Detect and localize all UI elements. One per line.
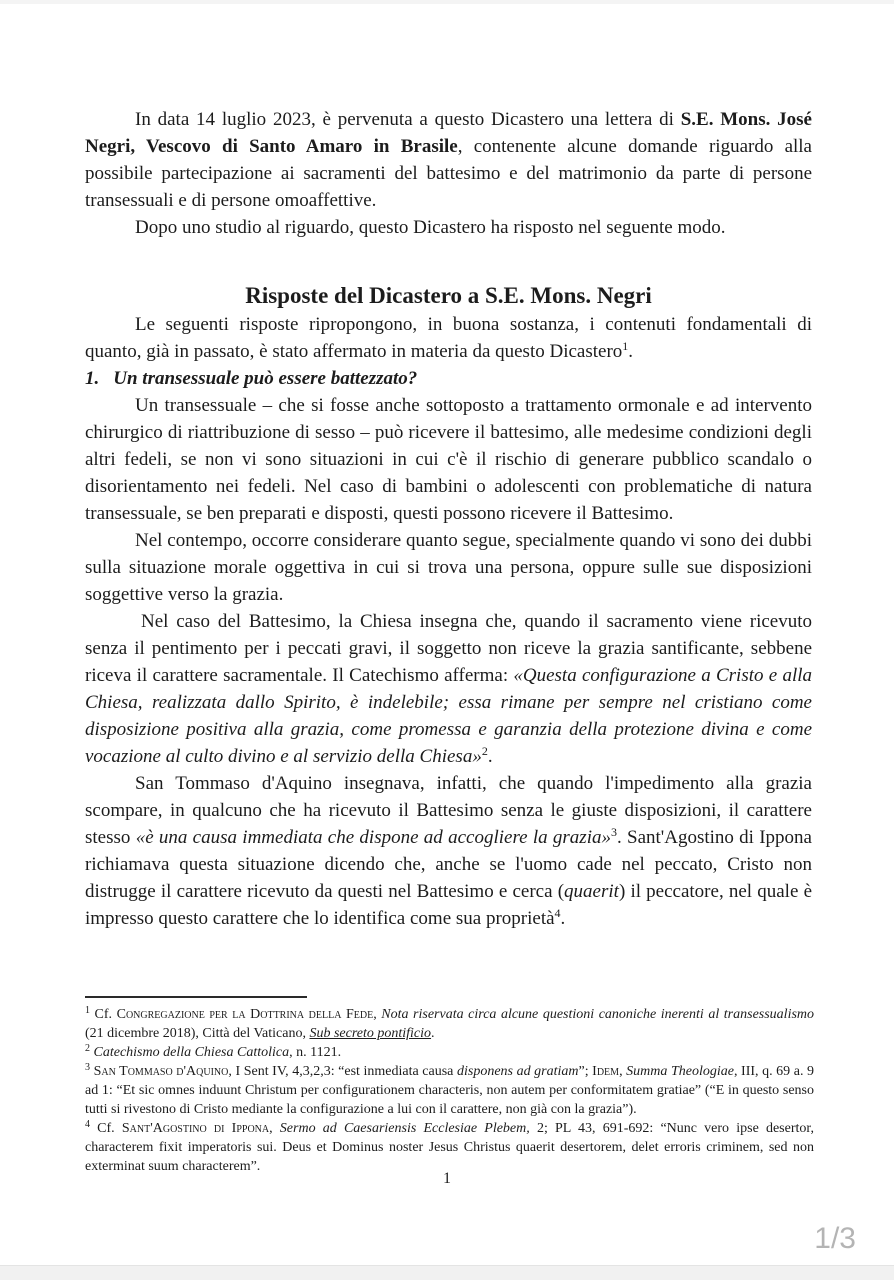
paragraph-premise — [85, 311, 812, 365]
answer-1-paragraph-1: Un transessuale – che si fosse anche sottoposto a trattamento ormonale e ad intervento chirurgico di riattribuzione di sesso – può ricevere il battesimo, alle medesime condizioni degli altri fedeli, se non vi sono situazioni in cui c'è il rischio di generare pubblico scandalo o disorientamento nei fedeli. Nel caso di bambini o adolescenti con problematiche di natura transessuale, se ben preparati e disposti, questi possono ricevere il Battesimo. — [85, 395, 812, 524]
viewer-bottom-bar — [0, 1265, 894, 1280]
answer-1-paragraph-2: Nel contempo, occorre considerare quanto segue, specialmente quando vi sono dei dubbi sulla situazione morale oggettiva in cui si trova una persona, oppure sulle sue disposizioni soggettive verso la grazia. — [85, 530, 812, 605]
a1p4-aquinas-quote: «è una causa immediata che dispone ad accogliere la grazia» — [135, 827, 611, 848]
fn3-disponens: disponens ad gratiam — [456, 1064, 579, 1079]
answer-1-paragraph-3 — [85, 608, 812, 770]
footnote-2-number: 2 — [85, 1043, 90, 1054]
a1p4-text-2: . Sant'Agostino di Ippona richiamava questa situazione dicendo che, anche se l'uomo cade nel peccato, Cristo non distrugge il carattere ricevuto da questi nel Battesimo e cerca ( — [85, 827, 812, 902]
footnote-3-number: 3 — [85, 1062, 90, 1073]
footnote-4 — [85, 1119, 814, 1176]
fn1-nota-title: Nota riservata circa alcune questioni canoniche inerenti al transessualismo — [381, 1007, 815, 1022]
fn2-text: , n. 1121. — [289, 1045, 342, 1060]
fn4-augustine-name: Sant'Agostino di Ippona — [121, 1121, 270, 1136]
fn3-aquinas-name: San Tommaso d'Aquino — [93, 1064, 229, 1079]
a1p4-quaerit: quaerit — [564, 881, 619, 902]
premise-text: Le seguenti risposte ripropongono, in buona sostanza, i contenuti fondamentali di quanto, già in passato, è stato affermato in materia da questo Dicastero — [85, 314, 812, 362]
fn4-sermo-title: Sermo ad Caesariensis Ecclesiae Plebem, — [279, 1121, 530, 1136]
question-1-text: Un transessuale può essere battezzato? — [113, 368, 418, 389]
intro-text-1: In data 14 luglio 2023, è pervenuta a questo Dicastero una lettera di — [135, 109, 681, 130]
footnote-ref-4: 4 — [554, 906, 561, 920]
answer-1-paragraph-4 — [85, 770, 812, 932]
footnote-4-number: 4 — [85, 1119, 90, 1130]
fn1-text-1: Cf. — [90, 1007, 117, 1022]
fn1-sub-secreto: Sub secreto pontificio — [309, 1026, 432, 1041]
intro-bold-name: S.E. Mons. José Negri, Vescovo di Santo Amaro in Brasile — [85, 109, 812, 157]
a1p3-period: . — [487, 746, 493, 767]
intro-text-2: , contenente alcune domande riguardo alla possibile partecipazione ai sacramenti del battesimo e del matrimonio da parte di persone transessuali e di persone omoaffettive. — [85, 136, 812, 211]
footnote-1-number: 1 — [85, 1005, 90, 1016]
footnote-1 — [85, 1005, 814, 1043]
footnote-separator-rule — [85, 996, 307, 998]
fn3-text-2: ”; — [578, 1064, 593, 1079]
question-1-heading — [85, 365, 812, 392]
fn3-summa-title: Summa Theologiae — [626, 1064, 734, 1079]
page-number: 1 — [443, 1170, 451, 1187]
premise-period: . — [628, 341, 634, 362]
a1p4-period: . — [560, 908, 566, 929]
fn1-period: . — [431, 1026, 435, 1041]
fn3-text-4: , III, q. 69 a. 9 ad 1: “Et sic omnes induunt Christum per configurationem characteris, non autem per conformitatem gratiae” (“E in questo senso tutti si rivestono di Cristo mediante la configurazione a lui con il carattere, non già con la grazia”). — [85, 1064, 815, 1117]
paragraph-intro — [85, 106, 812, 214]
footnote-ref-3: 3 — [610, 825, 617, 839]
fn1-congregation: Congregazione per la Dottrina della Fede — [116, 1007, 374, 1022]
footnote-2 — [85, 1043, 814, 1062]
fn3-text-1: , I Sent IV, 4,3,2,3: “est inmediata causa — [228, 1064, 457, 1079]
fn4-text-2: , — [269, 1121, 280, 1136]
footnote-ref-2: 2 — [481, 744, 488, 758]
paragraph-study: Dopo uno studio al riguardo, questo Dicastero ha risposto nel seguente modo. — [135, 217, 726, 238]
footnotes-section — [85, 996, 814, 1176]
footnote-ref-1: 1 — [622, 339, 629, 353]
a1p3-text-1: Nel caso del Battesimo, la Chiesa insegna che, quando il sacramento viene ricevuto senza il pentimento per i peccati gravi, il soggetto non riceve la grazia santificante, sebbene riceva il carattere sacramentale. Il Catechismo afferma: — [85, 611, 812, 686]
a1p4-text-1: San Tommaso d'Aquino insegnava, infatti, che quando l'impedimento alla grazia scompare, in qualcuno che ha ricevuto il Battesimo senza le giuste disposizioni, il carattere stesso — [85, 773, 812, 848]
viewer-page-indicator: 1/3 — [814, 1222, 856, 1255]
document-title: Risposte del Dicastero a S.E. Mons. Negri — [245, 283, 652, 308]
question-1-number: 1. — [85, 368, 100, 389]
fn3-text-3: , — [619, 1064, 627, 1079]
a1p4-text-3: ) il peccatore, nel quale è impresso questo carattere che lo identifica come sua proprietà — [85, 881, 813, 929]
fn2-catechism-title: Catechismo della Chiesa Cattolica — [93, 1045, 290, 1060]
fn1-text-2: , — [373, 1007, 382, 1022]
fn1-text-3: (21 dicembre 2018), Città del Vaticano, — [85, 1026, 310, 1041]
fn3-idem: Idem — [592, 1064, 620, 1079]
a1p3-catechism-quote: «Questa configurazione a Cristo e alla Chiesa, realizzata dallo Spirito, è indelebile; essa rimane per sempre nel cristiano come disposizione positiva alla grazia, come promessa e garanzia della protezione divina e come vocazione al culto divino e al servizio della Chiesa» — [85, 665, 812, 767]
footnote-3 — [85, 1062, 814, 1119]
fn4-text-3: 2; PL 43, 691-692: “Nunc vero ipse desertor, characterem fixit imperatoris sui. Deus et Dominus noster Jesus Christus quaerit desertorem, delet erroris criminem, sed non exterminat suum characterem”. — [85, 1121, 814, 1174]
fn4-text-1: Cf. — [90, 1121, 122, 1136]
